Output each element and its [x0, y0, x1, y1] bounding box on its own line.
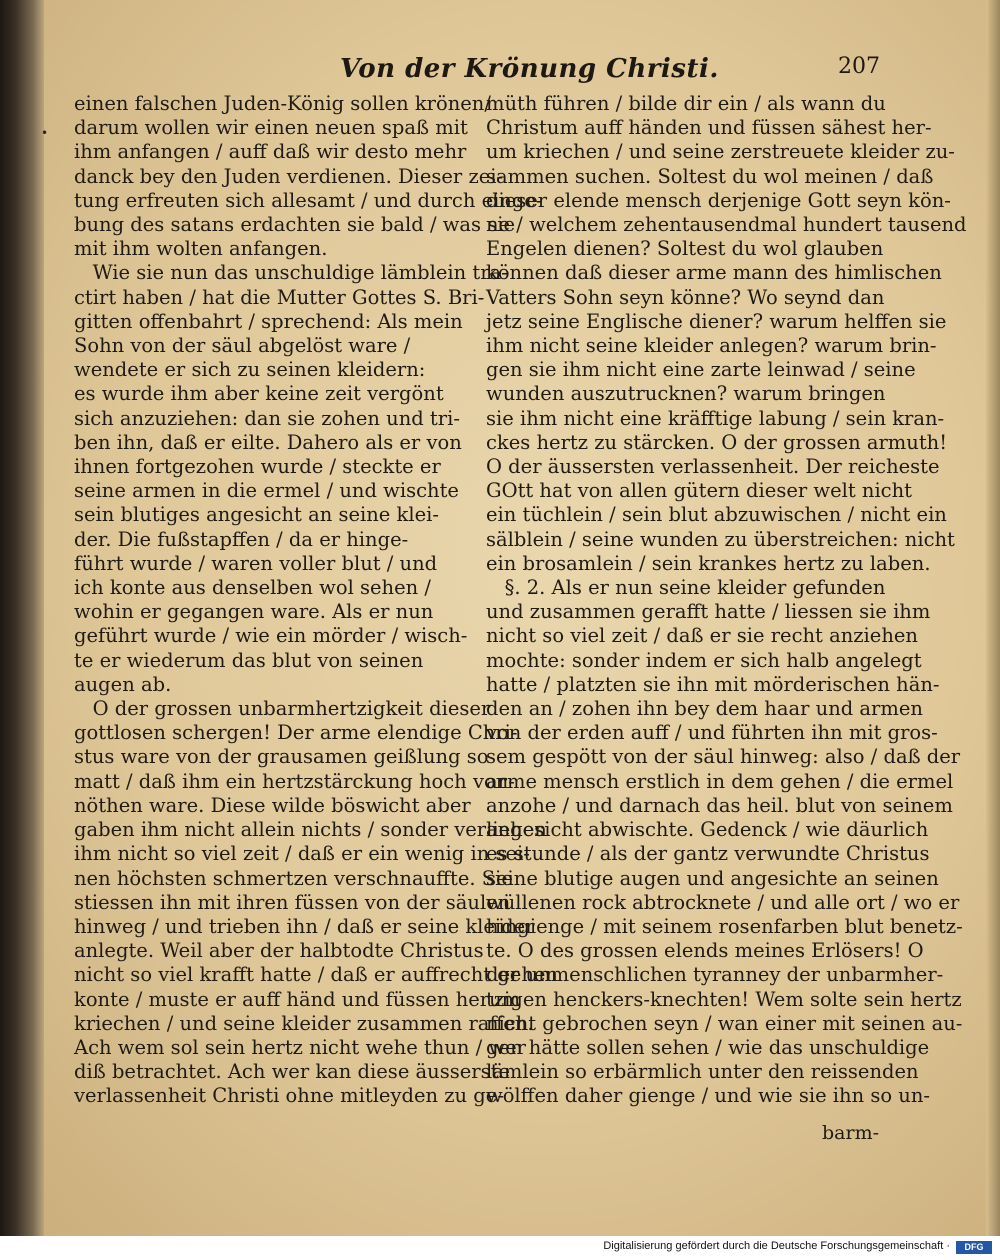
left-text-line: stus ware von der grausamen geißlung so — [74, 745, 489, 769]
left-text-column — [74, 92, 558, 1109]
left-text-line: te er wiederum das blut von seinen — [74, 648, 424, 672]
left-text-line: ihm nicht so viel zeit / daß er ein wenig in sei- — [74, 842, 530, 866]
right-text-line: Vatters Sohn seyn könne? Wo seynd dan — [486, 285, 885, 309]
right-text-line: ein tüchlein / sein blut abzuwischen / nicht ein — [486, 503, 947, 527]
digitization-footer — [0, 1236, 1000, 1260]
right-text-line: wüllenen rock abtrocknete / und alle ort / wo er — [486, 890, 960, 914]
right-text-line: und zusammen gerafft hatte / liessen sie ihm — [486, 600, 931, 624]
right-text-line: te. O des grossen elends meines Erlösers! O — [486, 939, 924, 963]
left-text-line: seine armen in die ermel / und wischte — [74, 479, 459, 503]
left-text-line: wendete er sich zu seinen kleidern: — [74, 358, 426, 382]
right-text-line: GOtt hat von allen gütern dieser welt nicht — [486, 479, 913, 503]
left-text-line: darum wollen wir einen neuen spaß mit — [74, 116, 468, 140]
right-text-line: der unmenschlichen tyranney der unbarmher- — [486, 963, 944, 987]
left-text-line: ben ihn, daß er eilte. Dahero als er von — [74, 430, 462, 454]
right-text-line: §. 2. Als er nun seine kleider gefunden — [486, 576, 886, 600]
right-text-line: hingienge / mit seinem rosenfarben blut benetz- — [486, 914, 963, 938]
left-text-line: geführt wurde / wie ein mörder / wisch- — [74, 624, 468, 648]
left-text-line: bung des satans erdachten sie bald / was sie — [74, 213, 516, 237]
margin-mark: • — [41, 126, 49, 140]
right-text-line: nicht gebrochen seyn / wan einer mit seinen au- — [486, 1011, 963, 1035]
left-text-line: der. Die fußstapffen / da er hinge- — [74, 527, 409, 551]
right-text-line: seine blutige augen und angesichte an seinen — [486, 866, 939, 890]
right-text-line: gen sie ihm nicht eine zarte leinwad / seine — [486, 358, 916, 382]
right-text-line: sem gespött von der säul hinweg: also / daß der — [486, 745, 961, 769]
left-text-line: ctirt haben / hat die Mutter Gottes S. Bri- — [74, 285, 485, 309]
left-text-line: nicht so viel krafft hatte / daß er auffrecht gehen — [74, 963, 558, 987]
right-text-line: ckes hertz zu stärcken. O der grossen armuth! — [486, 430, 948, 454]
right-text-line: den an / zohen ihn bey dem haar und armen — [486, 697, 923, 721]
right-text-column — [486, 92, 967, 1109]
left-text-line: danck bey den Juden verdienen. Dieser zei- — [74, 164, 504, 188]
left-text-line: verlassenheit Christi ohne mitleyden zu ge- — [74, 1084, 504, 1108]
left-text-line: führt wurde / waren voller blut / und — [74, 551, 438, 575]
left-text-line: sein blutiges angesicht an seine klei- — [74, 503, 439, 527]
left-text-line: mit ihm wolten anfangen. — [74, 237, 328, 261]
right-text-line: tzigen henckers-knechten! Wem solte sein hertz — [486, 987, 962, 1011]
right-text-line: ne / welchem zehentausendmal hundert tausend — [486, 213, 967, 237]
right-text-line: dieser elende mensch derjenige Gott seyn kön- — [486, 188, 951, 212]
left-text-line: Ach wem sol sein hertz nicht wehe thun / wer — [74, 1035, 527, 1059]
left-text-line: Sohn von der säul abgelöst ware / — [74, 334, 411, 358]
left-text-line: ich konte aus denselben wol sehen / — [74, 576, 431, 600]
left-text-line: gottlosen schergen! Der arme elendige Chri- — [74, 721, 518, 745]
right-text-line: sie ihm nicht eine kräfftige labung / sein kran- — [486, 406, 945, 430]
running-title: Von der Krönung Christi. — [340, 54, 719, 84]
right-text-line: lämlein so erbärmlich unter den reissenden — [486, 1060, 919, 1084]
dfg-logo-icon: DFG — [956, 1241, 992, 1254]
right-text-line: Engelen dienen? Soltest du wol glauben — [486, 237, 884, 261]
right-text-line: arme mensch erstlich in dem gehen / die ermel — [486, 769, 954, 793]
left-text-line: anlegte. Weil aber der halbtodte Christus — [74, 939, 484, 963]
left-text-line: einen falschen Juden-König sollen krönen/ — [74, 92, 491, 115]
right-text-line: es stunde / als der gantz verwundte Christus — [486, 842, 930, 866]
right-text-line: angesicht abwischte. Gedenck / wie däurlich — [486, 818, 929, 842]
right-text-line: wölffen daher gienge / und wie sie ihn so un- — [486, 1084, 931, 1108]
right-text-line: von der erden auff / und führten ihn mit gros- — [486, 721, 938, 745]
left-text-line: Wie sie nun das unschuldige lämblein tra- — [74, 261, 508, 285]
left-text-line: diß betrachtet. Ach wer kan diese äusserste — [74, 1060, 510, 1084]
left-text-line: sich anzuziehen: dan sie zohen und tri- — [74, 406, 460, 430]
left-text-line: kriechen / und seine kleider zusammen raffen. — [74, 1011, 534, 1035]
left-text-line: tung erfreuten sich allesamt / und durch einge- — [74, 188, 543, 212]
left-text-line: gaben ihm nicht allein nichts / sonder verliehen — [74, 818, 547, 842]
right-text-line: jetz seine Englische diener? warum helffen sie — [486, 309, 947, 333]
left-text-line: ihm anfangen / auff daß wir desto mehr — [74, 140, 467, 164]
book-gutter — [0, 0, 44, 1236]
right-text-line: gen hätte sollen sehen / wie das unschuldige — [486, 1035, 930, 1059]
left-text-line: hinweg / und trieben ihn / daß er seine kleider — [74, 914, 535, 938]
right-text-line: nicht so viel zeit / daß er sie recht anziehen — [486, 624, 918, 648]
right-text-line: Christum auff händen und füssen sähest her- — [486, 116, 932, 140]
left-text-line: gitten offenbahrt / sprechend: Als mein — [74, 309, 463, 333]
right-text-line: O der äussersten verlassenheit. Der reicheste — [486, 455, 940, 479]
right-text-line: wunden auszutrucknen? warum bringen — [486, 382, 886, 406]
right-text-line: sammen suchen. Soltest du wol meinen / daß — [486, 164, 934, 188]
left-text-line: nöthen ware. Diese wilde böswicht aber — [74, 793, 471, 817]
right-text-line: müth führen / bilde dir ein / als wann du — [486, 92, 886, 115]
left-text-line: augen ab. — [74, 672, 172, 696]
left-text-line: wohin er gegangen ware. Als er nun — [74, 600, 434, 624]
left-text-line: matt / daß ihm ein hertzstärckung hoch von- — [74, 769, 515, 793]
catchword: barm- — [822, 1122, 880, 1144]
right-text-line: hatte / platzten sie ihn mit mörderischen hän- — [486, 672, 940, 696]
left-text-line: nen höchsten schmertzen verschnauffte. Sie — [74, 866, 513, 890]
right-text-line: mochte: sonder indem er sich halb angelegt — [486, 648, 922, 672]
right-text-line: ein brosamlein / sein krankes hertz zu laben. — [486, 551, 931, 575]
left-text-line: O der grossen unbarmhertzigkeit dieser — [74, 697, 491, 721]
left-text-line: konte / muste er auff händ und füssen herum — [74, 987, 521, 1011]
page-number: 207 — [838, 54, 880, 79]
left-text-line: es wurde ihm aber keine zeit vergönt — [74, 382, 444, 406]
right-text-line: können daß dieser arme mann des himlischen — [486, 261, 942, 285]
right-text-line: ihm nicht seine kleider anlegen? warum brin- — [486, 334, 937, 358]
page-edge — [986, 0, 1000, 1236]
right-text-line: anzohe / und darnach das heil. blut von seinem — [486, 793, 953, 817]
funding-credit: Digitalisierung gefördert durch die Deutsche Forschungsgemeinschaft · — [603, 1240, 950, 1252]
right-text-line: sälblein / seine wunden zu überstreichen: nicht — [486, 527, 955, 551]
right-text-line: um kriechen / und seine zerstreuete kleider zu- — [486, 140, 955, 164]
left-text-line: stiessen ihn mit ihren füssen von der säulen — [74, 890, 511, 914]
left-text-line: ihnen fortgezohen wurde / steckte er — [74, 455, 441, 479]
